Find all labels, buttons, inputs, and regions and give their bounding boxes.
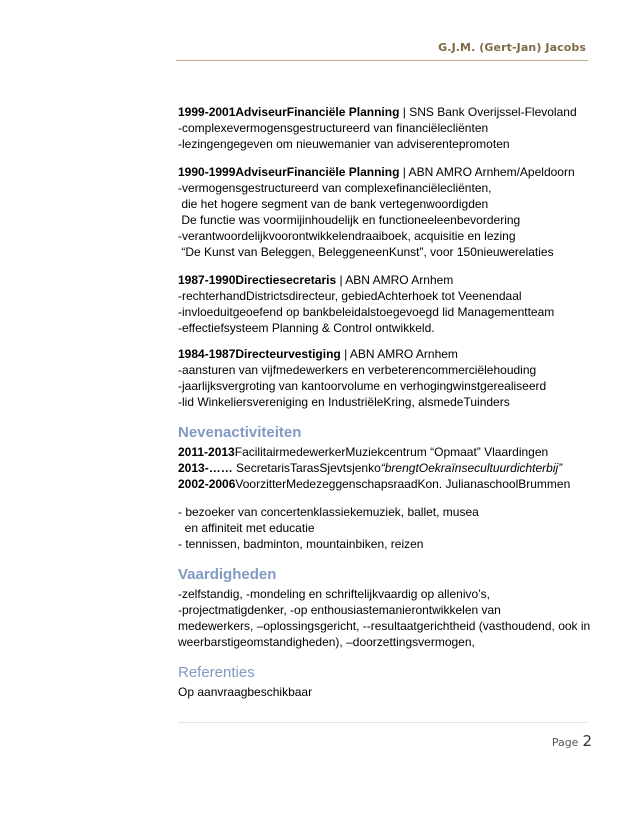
page-content [178, 104, 598, 700]
activity-period: 2011-2013 [178, 445, 235, 459]
job-line: die het hogere segment van de bank vertegenwoordigden [178, 197, 489, 211]
footer-divider [178, 722, 588, 723]
job-heading [178, 164, 598, 180]
vaardigheden-list [178, 586, 598, 650]
job-line: -lezingengegeven om nieuwemanier van adviserentepromoten [178, 137, 510, 151]
job-title: Directiesecretaris [235, 273, 337, 287]
skill-line: medewerkers, –oplossingsgericht, --resultaatgerichtheid (vasthoudend, ook in [178, 619, 591, 633]
header-divider [176, 60, 588, 61]
job-employer: | ABN AMRO Arnhem [340, 347, 458, 361]
job-title: AdviseurFinanciële Planning [235, 105, 400, 119]
job-line: -verantwoordelijkvoorontwikkelendraaiboek, acquisitie en lezing [178, 229, 516, 243]
job-line: -aansturen van vijfmedewerkers en verbeterencommerciëlehouding [178, 363, 537, 377]
job-period: 1987-1990 [178, 273, 236, 287]
page-label: Page [551, 736, 579, 749]
activity-text: SecretarisTarasSjevtsjenko [232, 461, 381, 475]
job-employer: | ABN AMRO Arnhem/Apeldoorn [399, 165, 575, 179]
job-entry [178, 346, 598, 410]
job-line: “De Kunst van Beleggen, BeleggeneenKunst”, voor 150nieuwerelaties [178, 245, 554, 259]
section-title-referenties: Referenties [178, 664, 255, 681]
skill-line: weerbarstigeomstandigheden), –doorzettingsvermogen, [178, 635, 475, 649]
job-line: De functie was voormijinhoudelijk en functioneeleenbevordering [178, 213, 521, 227]
page-number-value: 2 [582, 732, 592, 750]
skill-line: -projectmatigdenker, -op enthousiastemanierontwikkelen van [178, 603, 501, 617]
job-period: 1984-1987 [178, 347, 236, 361]
job-heading [178, 104, 598, 120]
job-entry [178, 272, 598, 336]
job-line: -effectiefsysteem Planning & Control ontwikkeld. [178, 321, 435, 335]
hobby-line: - tennissen, badminton, mountainbiken, reizen [178, 537, 424, 551]
activity-tagline: “brengtOekraïnsecultuurdichterbij” [380, 461, 563, 475]
job-heading [178, 272, 598, 288]
hobby-line: - bezoeker van concertenklassiekemuziek, ballet, musea [178, 505, 479, 519]
referenties-text: Op aanvraagbeschikbaar [178, 685, 313, 699]
activity-text: FacilitairmedewerkerMuziekcentrum “Opmaat” Vlaardingen [234, 445, 549, 459]
job-employer: | SNS Bank Overijssel-Flevoland [399, 105, 577, 119]
nevenactiviteiten-list [178, 444, 598, 492]
activity-item [178, 476, 598, 492]
job-entry [178, 164, 598, 260]
job-line: -vermogensgestructureerd van complexefinanciëlecliënten, [178, 181, 492, 195]
job-period: 1999-2001 [178, 105, 236, 119]
activity-period: 2002-2006 [178, 477, 236, 491]
job-employer: | ABN AMRO Arnhem [336, 273, 454, 287]
job-period: 1990-1999 [178, 165, 236, 179]
activity-period: 2013-…… [178, 461, 233, 475]
job-line: -rechterhandDistrictsdirecteur, gebiedAchterhoek tot Veenendaal [178, 289, 522, 303]
job-title: Directeurvestiging [235, 347, 341, 361]
job-line: -invloeduitgeoefend op bankbeleidalstoegevoegd lid Managementteam [178, 305, 555, 319]
activity-item [178, 460, 598, 476]
skill-line: -zelfstandig, -mondeling en schriftelijkvaardig op allenivo’s, [178, 587, 490, 601]
section-title-nevenactiviteiten: Nevenactiviteiten [178, 424, 302, 441]
section-title-vaardigheden: Vaardigheden [178, 566, 277, 583]
hobbies-list [178, 504, 598, 552]
hobby-line: en affiniteit met educatie [178, 521, 315, 535]
activity-item [178, 444, 598, 460]
job-line: -lid Winkeliersvereniging en IndustriëleKring, alsmedeTuinders [178, 395, 510, 409]
activity-text: VoorzitterMedezeggenschapsraadKon. JulianaschoolBrummen [235, 477, 571, 491]
header-name: G.J.M. (Gert-Jan) Jacobs [438, 41, 586, 54]
job-entry [178, 104, 598, 152]
job-line: -jaarlijksvergroting van kantoorvolume en verhogingwinstgerealiseerd [178, 379, 547, 393]
job-title: AdviseurFinanciële Planning [235, 165, 400, 179]
job-line: -complexevermogensgestructureerd van financiëlecliënten [178, 121, 489, 135]
job-heading [178, 346, 598, 362]
page-number [552, 732, 592, 750]
